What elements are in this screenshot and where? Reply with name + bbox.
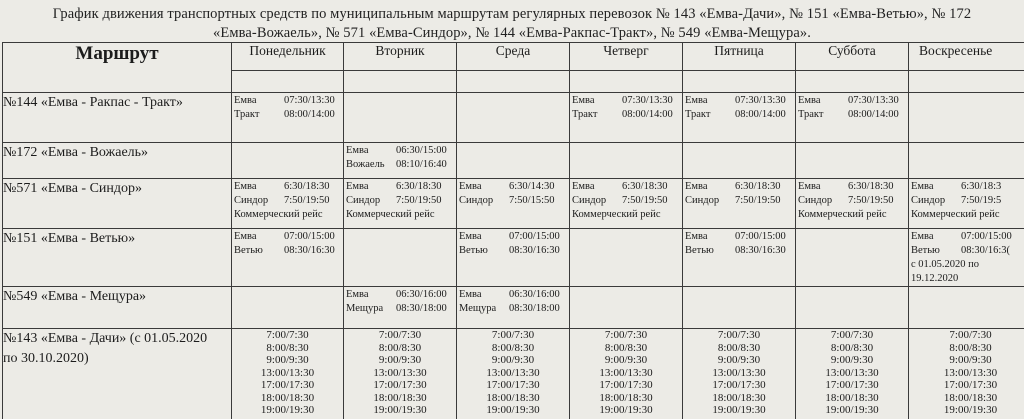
schedule-cell <box>796 179 909 229</box>
departure-time: 7:00/7:30 <box>949 329 992 341</box>
stop-line <box>798 94 906 108</box>
stop-line <box>346 158 454 172</box>
schedule-table <box>2 42 1024 419</box>
schedule-cell <box>909 179 1024 229</box>
stop-time: 07:30/13:30 <box>284 95 335 106</box>
departure-time: 17:00/17:30 <box>825 379 879 391</box>
stop-line <box>572 194 680 208</box>
stop-name: Емва <box>685 181 708 192</box>
stop-line <box>234 180 341 194</box>
stop-time: 7:50/19:50 <box>622 195 668 206</box>
stop-name: Емва <box>346 181 369 192</box>
departure-time: 7:00/7:30 <box>491 329 535 341</box>
schedule-entry <box>683 179 795 208</box>
stop-name: Ветью <box>911 245 940 256</box>
stop-time: 08:00/14:00 <box>284 109 335 120</box>
stop-time: 7:50/15:50 <box>509 195 555 206</box>
empty-cell <box>232 287 344 329</box>
times-cell <box>909 329 1024 419</box>
schedule-entry <box>796 93 908 122</box>
stop-time: 7:50/19:50 <box>284 195 330 206</box>
route-name: №151 «Емва - Ветью» <box>3 231 136 246</box>
day-header-tue: Вторник <box>344 43 457 71</box>
schedule-entry <box>683 229 795 258</box>
trip-note: Коммерческий рейс <box>798 209 887 220</box>
stop-time: 07:30/13:30 <box>735 95 786 106</box>
departure-time: 17:00/17:30 <box>599 379 653 391</box>
schedule-cell <box>344 179 457 229</box>
schedule-cell <box>344 143 457 179</box>
stop-line <box>685 94 793 108</box>
stop-time: 07:30/13:30 <box>848 95 899 106</box>
stop-name: Емва <box>234 181 257 192</box>
stop-name: Тракт <box>572 109 598 120</box>
stop-name: Емва <box>572 181 595 192</box>
departure-time: 18:00/18:30 <box>712 391 766 404</box>
stop-line <box>459 288 567 302</box>
stop-time: 08:30/16:30 <box>735 245 786 256</box>
stop-line <box>572 180 680 194</box>
trip-note: Коммерческий рейс <box>234 209 323 220</box>
empty-cell <box>796 143 909 179</box>
stop-time: 6:30/18:3 <box>961 181 1002 192</box>
departure-time: 13:00/13:30 <box>825 366 879 379</box>
stop-name: Емва <box>572 95 595 106</box>
stop-line <box>798 108 906 122</box>
stop-name: Синдор <box>572 195 607 206</box>
schedule-cell <box>457 179 570 229</box>
route-name-line: №143 «Емва - Дачи» (с 01.05.2020 <box>3 331 208 346</box>
stop-line <box>685 180 793 194</box>
route-name-cell <box>3 287 232 329</box>
stop-line <box>234 244 341 258</box>
stop-time: 7:50/19:50 <box>735 195 781 206</box>
empty-cell <box>232 143 344 179</box>
trip-note: Коммерческий рейс <box>346 209 435 220</box>
stop-name: Тракт <box>234 109 260 120</box>
route-name: №172 «Емва - Вожаель» <box>3 145 149 160</box>
departure-time: 18:00/18:30 <box>599 391 653 404</box>
times-cell <box>457 329 570 419</box>
departure-time: 8:00/8:30 <box>266 341 309 354</box>
schedule-cell <box>570 93 683 143</box>
stop-line <box>459 180 567 194</box>
route-name: №144 «Емва - Ракпас - Тракт» <box>3 95 183 110</box>
schedule-entry <box>457 229 569 258</box>
departure-time: 13:00/13:30 <box>373 366 427 379</box>
stop-time: 08:30/18:00 <box>509 303 560 314</box>
departure-time: 17:00/17:30 <box>260 379 315 391</box>
stop-line <box>798 194 906 208</box>
document-heading <box>0 5 1024 43</box>
stop-line <box>346 180 454 194</box>
stop-time: 07:30/13:30 <box>622 95 673 106</box>
schedule-entry <box>457 179 569 208</box>
schedule-body <box>3 43 1024 419</box>
times-cell <box>232 329 344 419</box>
empty-cell <box>457 93 570 143</box>
stop-time: 08:10/16:40 <box>396 159 447 170</box>
day-header-sat: Суббота <box>796 43 909 71</box>
route-name-cell <box>3 93 232 143</box>
departure-time: 18:00/18:30 <box>943 391 998 404</box>
schedule-entry <box>232 229 343 258</box>
stop-line <box>459 194 567 208</box>
departure-time: 7:00/7:30 <box>717 329 761 341</box>
schedule-entry <box>344 179 456 222</box>
route-row <box>3 229 1024 287</box>
departure-time: 8:00/8:30 <box>604 341 648 354</box>
departure-time: 13:00/13:30 <box>943 366 998 379</box>
day-header-wed: Среда <box>457 43 570 71</box>
stop-time: 08:30/18:00 <box>396 303 447 314</box>
route-row <box>3 93 1024 143</box>
trip-note: 19.12.2020 <box>911 273 959 284</box>
schedule-cell <box>232 229 344 287</box>
departure-time: 13:00/13:30 <box>599 366 653 379</box>
stop-line <box>911 180 1024 194</box>
stop-line <box>234 230 341 244</box>
stop-name: Тракт <box>685 109 711 120</box>
stop-line <box>911 244 1024 258</box>
departure-time: 9:00/9:30 <box>378 354 422 366</box>
stop-line <box>234 94 341 108</box>
stop-line <box>459 244 567 258</box>
day-header-mon: Понедельник <box>232 43 344 71</box>
departure-time: 8:00/8:30 <box>491 341 535 354</box>
stop-time: 08:00/14:00 <box>735 109 786 120</box>
times-cell <box>683 329 796 419</box>
departure-time: 19:00/19:30 <box>373 404 427 416</box>
departure-time: 9:00/9:30 <box>266 354 309 366</box>
route-row <box>3 287 1024 329</box>
stop-line <box>346 302 454 316</box>
empty-cell <box>570 287 683 329</box>
stop-line <box>346 144 454 158</box>
stop-name: Емва <box>459 289 482 300</box>
schedule-entry <box>457 287 569 316</box>
times-cell <box>796 329 909 419</box>
header-row <box>3 43 1024 71</box>
departure-time: 8:00/8:30 <box>830 341 874 354</box>
stop-line <box>234 194 341 208</box>
departure-time: 18:00/18:30 <box>373 391 427 404</box>
departure-time: 17:00/17:30 <box>373 379 427 391</box>
departure-time: 7:00/7:30 <box>266 329 309 341</box>
departure-time: 9:00/9:30 <box>491 354 535 366</box>
departure-time: 9:00/9:30 <box>830 354 874 366</box>
route-name-cell <box>3 143 232 179</box>
empty-cell <box>570 229 683 287</box>
stop-name: Мещура <box>459 303 497 314</box>
stop-name: Синдор <box>911 195 946 206</box>
stop-line <box>459 230 567 244</box>
stop-time: 07:00/15:00 <box>509 231 560 242</box>
stop-name: Емва <box>911 231 934 242</box>
departure-time: 13:00/13:30 <box>486 366 540 379</box>
stop-time: 6:30/18:30 <box>396 181 442 192</box>
schedule-entry <box>796 179 908 222</box>
departure-time: 13:00/13:30 <box>260 366 315 379</box>
heading-line-2: «Емва-Вожаель», № 571 «Емва-Синдор», № 144 «Емва-Ракпас-Тракт», № 549 «Емва-Мещура». <box>213 25 811 41</box>
trip-note: с 01.05.2020 по <box>911 259 980 270</box>
route-name: №571 «Емва - Синдор» <box>3 181 143 196</box>
times-cell <box>344 329 457 419</box>
departure-time: 18:00/18:30 <box>260 391 315 404</box>
route-name: №549 «Емва - Мещура» <box>3 289 147 304</box>
schedule-entry <box>232 179 343 222</box>
empty-cell <box>683 71 796 93</box>
departure-time: 7:00/7:30 <box>830 329 874 341</box>
departure-time: 7:00/7:30 <box>378 329 422 341</box>
stop-line <box>572 108 680 122</box>
schedule-entry <box>909 179 1024 222</box>
departure-time: 17:00/17:30 <box>943 379 998 391</box>
stop-line <box>346 288 454 302</box>
stop-time: 06:30/15:00 <box>396 145 447 156</box>
schedule-cell <box>683 93 796 143</box>
empty-cell <box>344 93 457 143</box>
departure-time: 8:00/8:30 <box>378 341 422 354</box>
departure-time: 19:00/19:30 <box>486 404 540 416</box>
stop-name: Синдор <box>346 195 381 206</box>
empty-cell <box>909 143 1024 179</box>
departure-time: 8:00/8:30 <box>949 341 992 354</box>
stop-line <box>685 230 793 244</box>
stop-name: Емва <box>459 231 482 242</box>
route-column-header: Маршрут <box>3 43 232 93</box>
stop-time: 07:00/15:00 <box>961 231 1012 242</box>
departure-time: 19:00/19:30 <box>260 404 315 416</box>
schedule-cell <box>909 229 1024 287</box>
departure-time: 9:00/9:30 <box>949 354 992 366</box>
departure-time: 18:00/18:30 <box>825 391 879 404</box>
stop-name: Вожаель <box>346 159 385 170</box>
stop-line <box>798 180 906 194</box>
stop-name: Ветью <box>685 245 714 256</box>
route-name-cell <box>3 179 232 229</box>
departure-time: 9:00/9:30 <box>717 354 761 366</box>
stop-line <box>685 194 793 208</box>
stop-time: 6:30/18:30 <box>284 181 330 192</box>
schedule-cell <box>232 93 344 143</box>
stop-time: 7:50/19:50 <box>396 195 442 206</box>
schedule-entry <box>683 93 795 122</box>
departure-time: 8:00/8:30 <box>717 341 761 354</box>
route-row <box>3 179 1024 229</box>
stop-name: Синдор <box>459 195 494 206</box>
stop-line <box>346 194 454 208</box>
stop-name: Емва <box>798 95 821 106</box>
stop-name: Емва <box>234 95 257 106</box>
stop-name: Емва <box>798 181 821 192</box>
stop-line <box>911 230 1024 244</box>
empty-cell <box>570 143 683 179</box>
trip-note: Коммерческий рейс <box>911 209 1000 220</box>
heading-line-1: График движения транспортных средств по муниципальным маршрутам регулярных перевозок № 143 «Емва-Дачи», № 151 «Емва-Ветью», № 172 <box>52 6 972 22</box>
stop-time: 07:00/15:00 <box>735 231 786 242</box>
schedule-cell <box>344 287 457 329</box>
empty-cell <box>232 71 344 93</box>
stop-name: Емва <box>234 231 257 242</box>
departure-time: 19:00/19:30 <box>712 404 766 416</box>
empty-cell <box>796 229 909 287</box>
stop-line <box>911 194 1024 208</box>
stop-name: Ветью <box>234 245 263 256</box>
stop-name: Синдор <box>685 195 720 206</box>
stop-name: Емва <box>459 181 482 192</box>
times-cell <box>570 329 683 419</box>
empty-cell <box>683 287 796 329</box>
schedule-cell <box>457 229 570 287</box>
stop-line <box>685 108 793 122</box>
stop-name: Емва <box>346 289 369 300</box>
stop-time: 08:00/14:00 <box>848 109 899 120</box>
stop-time: 7:50/19:50 <box>848 195 894 206</box>
stop-name: Ветью <box>459 245 488 256</box>
stop-name: Емва <box>685 231 708 242</box>
stop-name: Мещура <box>346 303 384 314</box>
stop-line <box>459 302 567 316</box>
stop-time: 08:30/16:30 <box>284 245 335 256</box>
stop-time: 08:30/16:30 <box>509 245 560 256</box>
departure-time: 13:00/13:30 <box>712 366 766 379</box>
stop-time: 6:30/18:30 <box>848 181 894 192</box>
schedule-cell <box>570 179 683 229</box>
empty-cell <box>570 71 683 93</box>
empty-cell <box>457 71 570 93</box>
departure-time: 19:00/19:30 <box>943 404 998 416</box>
day-header-sun: Воскресенье <box>909 43 1024 71</box>
schedule-cell <box>683 179 796 229</box>
stop-time: 08:00/14:00 <box>622 109 673 120</box>
empty-cell <box>909 287 1024 329</box>
stop-line <box>234 108 341 122</box>
stop-line <box>572 94 680 108</box>
departure-time: 9:00/9:30 <box>604 354 648 366</box>
stop-name: Синдор <box>234 195 269 206</box>
schedule-cell <box>796 93 909 143</box>
departure-time: 17:00/17:30 <box>486 379 540 391</box>
schedule-entry <box>232 93 343 122</box>
schedule-entry <box>570 93 682 122</box>
stop-time: 6:30/14:30 <box>509 181 555 192</box>
stop-line <box>685 244 793 258</box>
departure-time: 19:00/19:30 <box>825 404 879 416</box>
empty-cell <box>683 143 796 179</box>
schedule-cell <box>457 287 570 329</box>
empty-cell <box>909 93 1024 143</box>
empty-cell <box>344 71 457 93</box>
stop-time: 08:30/16:3( <box>961 245 1010 256</box>
day-header-thu: Четверг <box>570 43 683 71</box>
schedule-cell <box>232 179 344 229</box>
empty-cell <box>344 229 457 287</box>
schedule-entry <box>344 143 456 172</box>
schedule-entry <box>909 229 1024 286</box>
stop-time: 6:30/18:30 <box>735 181 781 192</box>
empty-cell <box>909 71 1024 93</box>
stop-name: Емва <box>346 145 369 156</box>
stop-time: 07:00/15:00 <box>284 231 335 242</box>
empty-cell <box>796 71 909 93</box>
route-name-line: по 30.10.2020) <box>3 351 89 366</box>
stop-name: Емва <box>911 181 934 192</box>
schedule-cell <box>683 229 796 287</box>
departure-time: 17:00/17:30 <box>712 379 766 391</box>
schedule-entry <box>570 179 682 222</box>
departure-time: 7:00/7:30 <box>604 329 648 341</box>
schedule-entry <box>344 287 456 316</box>
route-name-cell <box>3 229 232 287</box>
route-row <box>3 143 1024 179</box>
departure-time: 19:00/19:30 <box>599 404 653 416</box>
route-name-cell <box>3 329 232 419</box>
stop-time: 7:50/19:5 <box>961 195 1002 206</box>
stop-name: Емва <box>685 95 708 106</box>
stop-time: 06:30/16:00 <box>396 289 447 300</box>
departure-time: 18:00/18:30 <box>486 391 540 404</box>
empty-cell <box>796 287 909 329</box>
stop-time: 6:30/18:30 <box>622 181 668 192</box>
route-row <box>3 329 1024 419</box>
empty-cell <box>457 143 570 179</box>
stop-name: Синдор <box>798 195 833 206</box>
stop-name: Тракт <box>798 109 824 120</box>
stop-time: 06:30/16:00 <box>509 289 560 300</box>
trip-note: Коммерческий рейс <box>572 209 661 220</box>
day-header-fri: Пятница <box>683 43 796 71</box>
